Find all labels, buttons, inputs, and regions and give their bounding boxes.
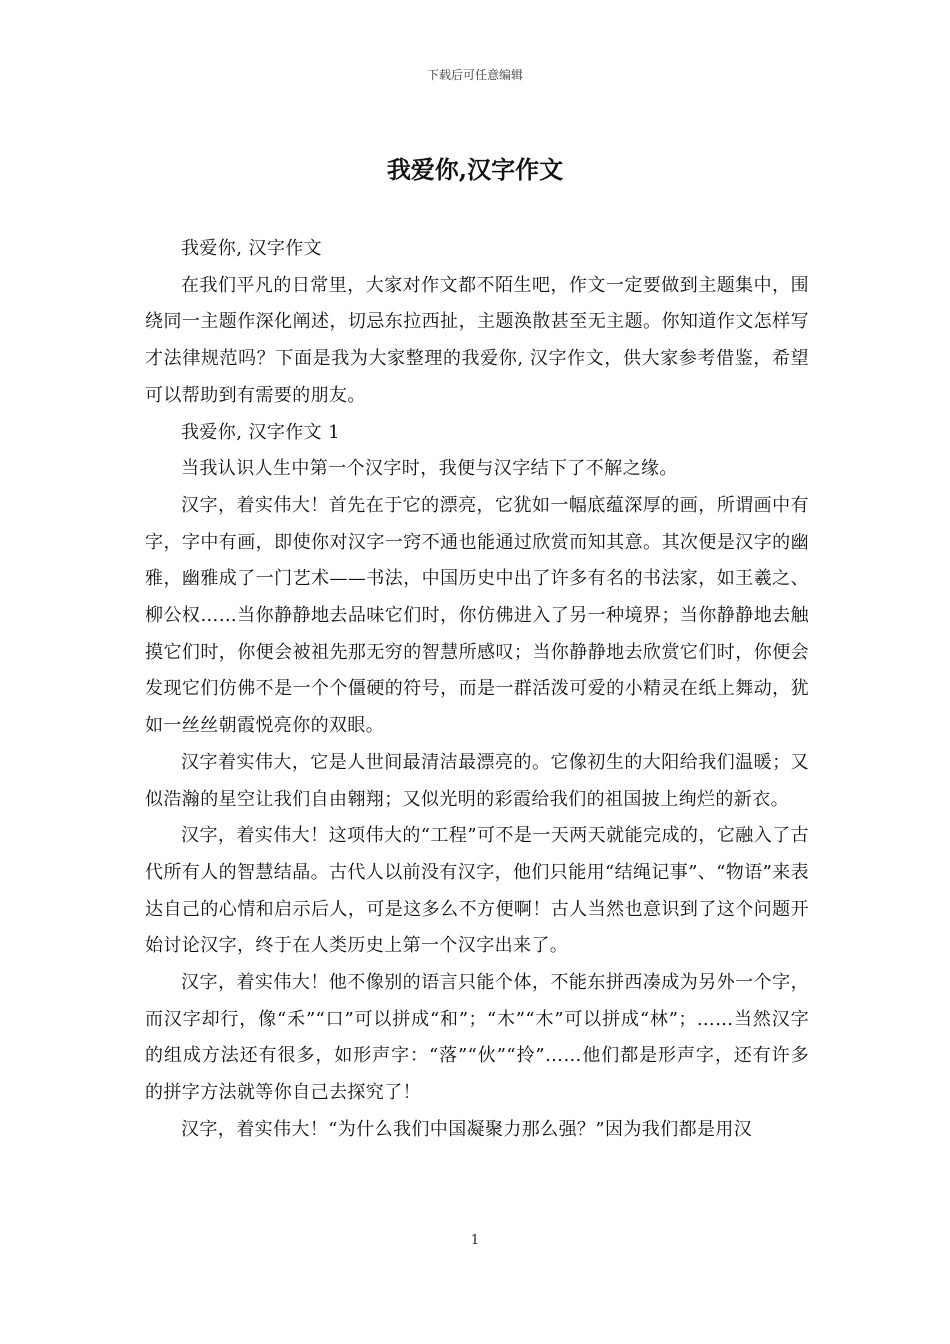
- paragraph: 汉字，着实伟大！首先在于它的漂亮，它犹如一幅底蕴深厚的画，所谓画中有字，字中有画，即使你对汉字一窍不通也能通过欣赏而知其意。其次便是汉字的幽雅，幽雅成了一门艺术——书法，中国历史中出了许多有名的书法家，如王羲之、柳公权……当你静静地去品味它们时，你仿佛进入了另一种境界；当你静静地去触摸它们时，你便会被祖先那无穷的智慧所感叹；当你静静地去欣赏它们时，你便会发现它们仿佛不是一个个僵硬的符号，而是一群活泼可爱的小精灵在纸上舞动，犹如一丝丝朝霞悦亮你的双眼。: [145, 494, 809, 737]
- paragraph: 汉字，着实伟大！这项伟大的“工程”可不是一天两天就能完成的，它融入了古代所有人的智慧结晶。古代人以前没有汉字，他们只能用“结绳记事”、“物语”来表达自己的心情和启示后人，可是这多么不方便啊！古人当然也意识到了这个问题开始讨论汉字，终于在人类历史上第一个汉字出来了。: [145, 825, 810, 957]
- paragraph: 当我认识人生中第一个汉字时，我便与汉字结下了不解之缘。: [181, 458, 678, 480]
- document-body: [145, 231, 809, 1149]
- paragraph-intro: 在我们平凡的日常里，大家对作文都不陌生吧，作文一定要做到主题集中，围绕同一主题作深化阐述，切忌东拉西扯，主题涣散甚至无主题。你知道作文怎样写才法律规范吗？下面是我为大家整理的我爱你, 汉字作文，供大家参考借鉴，希望可以帮助到有需要的朋友。: [145, 274, 809, 406]
- paragraph: 汉字着实伟大，它是人世间最清洁最漂亮的。它像初生的大阳给我们温暖；又似浩瀚的星空让我们自由翱翔；又似光明的彩霞给我们的祖国披上绚烂的新衣。: [145, 751, 809, 810]
- page-number: 1: [470, 1233, 480, 1248]
- header-note: 下载后可任意编辑: [426, 68, 523, 82]
- document-title: 我爱你,汉字作文: [386, 155, 564, 184]
- paragraph: 汉字，着实伟大！他不像别的语言只能个体，不能东拼西凑成为另外一个字，而汉字却行，像“禾”“口”可以拼成“和”；“木”“木”可以拼成“林”；……当然汉字的组成方法还有很多，如形声字：“落”“伙”“拎”……他们都是形声字，还有许多的拼字方法就等你自己去探究了！: [145, 972, 809, 1104]
- paragraph-essay-heading: 我爱你, 汉字作文 1: [181, 421, 341, 443]
- paragraph-subtitle: 我爱你, 汉字作文: [181, 238, 323, 259]
- paragraph: 汉字，着实伟大！“为什么我们中国凝聚力那么强？”因为我们都是用汉: [181, 1118, 753, 1140]
